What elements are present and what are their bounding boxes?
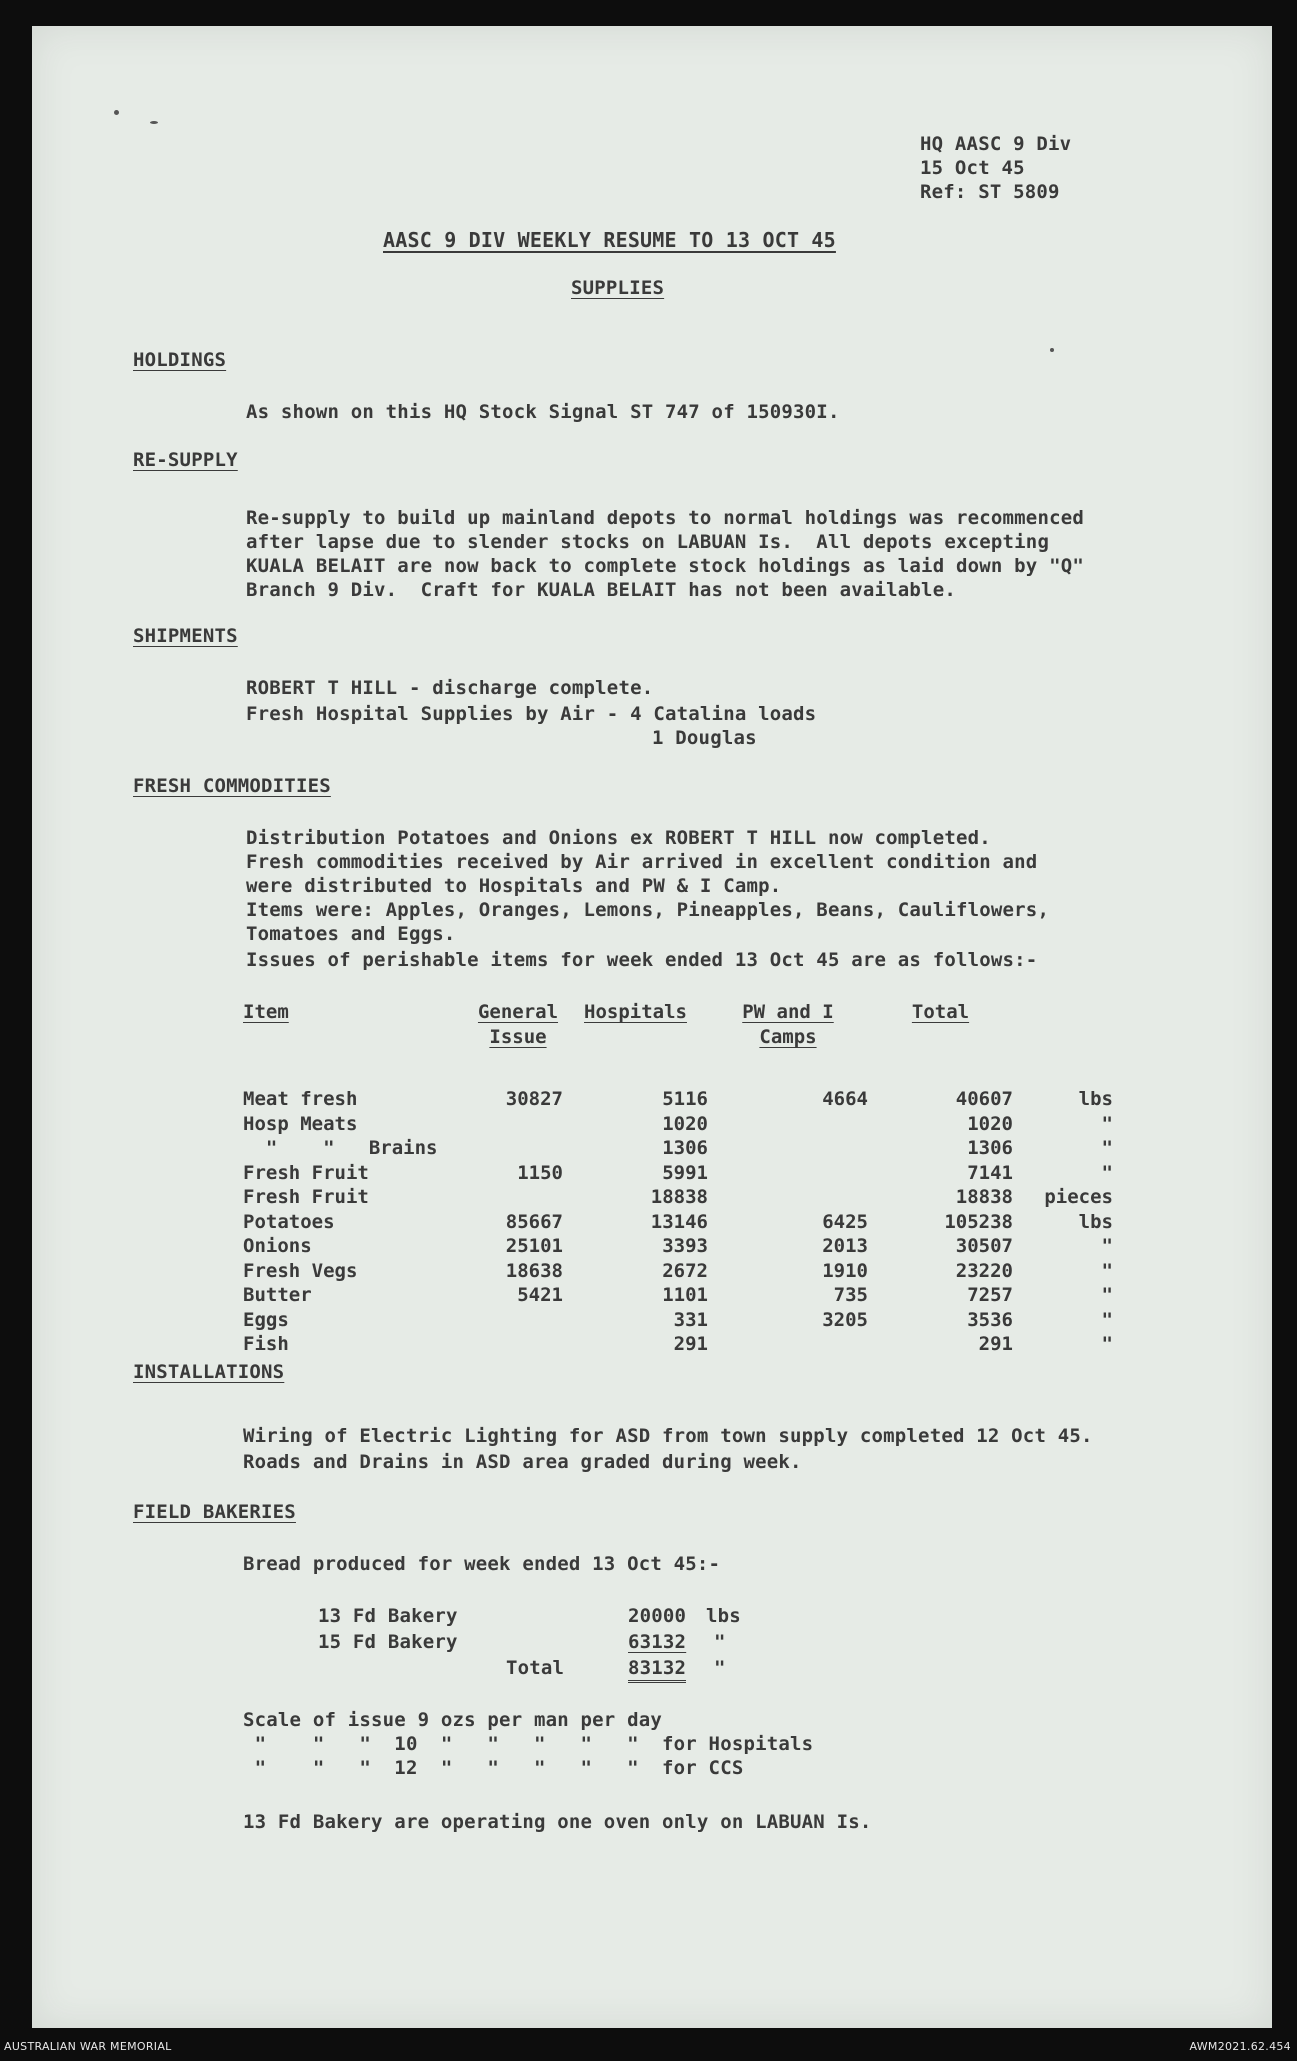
shipments-line: ROBERT T HILL - discharge complete. <box>246 677 654 699</box>
bakery-qty: 20000 <box>628 1605 687 1627</box>
table-row <box>243 1112 1113 1137</box>
cell-unit: " <box>1101 1161 1113 1184</box>
cell-hospitals: 331 <box>673 1308 708 1331</box>
cell-unit: " <box>1101 1308 1113 1331</box>
footer-credit: AUSTRALIAN WAR MEMORIAL <box>4 2040 172 2053</box>
header-date: 15 Oct 45 <box>920 157 1025 179</box>
cell-hospitals: 5116 <box>662 1088 708 1110</box>
bakeries-note: 13 Fd Bakery are operating one oven only on LABUAN Is. <box>243 1811 872 1833</box>
installations-line: Roads and Drains in ASD area graded during week. <box>243 1451 802 1473</box>
cell-item: Butter <box>243 1284 312 1306</box>
installations-line: Wiring of Electric Lighting for ASD from town supply completed 12 Oct 45. <box>243 1425 1093 1447</box>
cell-unit: pieces <box>1044 1186 1113 1208</box>
col-header-item: Item <box>243 1001 289 1023</box>
cell-general-issue: 18638 <box>505 1259 563 1282</box>
cell-general-issue <box>473 1308 563 1333</box>
cell-total: 3536 <box>967 1308 1013 1331</box>
cell-pw-camps: 6425 <box>822 1210 868 1233</box>
table-header-row <box>243 1000 1113 1087</box>
table-row <box>243 1161 1113 1186</box>
resupply-line: Re-supply to build up mainland depots to normal holdings was recommenced <box>246 507 1085 529</box>
cell-total: 7141 <box>967 1161 1013 1184</box>
cell-pw-camps: 735 <box>833 1284 868 1306</box>
cell-general-issue <box>473 1136 563 1161</box>
paper-speck <box>1050 348 1054 352</box>
fresh-commodities-line: Tomatoes and Eggs. <box>246 923 456 945</box>
fresh-commodities-line: Issues of perishable items for week ended 13 Oct 45 are as follows:- <box>246 949 1038 971</box>
cell-total: 1020 <box>967 1112 1013 1135</box>
cell-hospitals: 1020 <box>662 1112 708 1135</box>
cell-general-issue: 1150 <box>517 1161 563 1184</box>
table-row <box>243 1210 1113 1235</box>
cell-pw-camps <box>708 1185 868 1210</box>
cell-total: 291 <box>978 1333 1013 1355</box>
cell-item: Fresh Fruit <box>243 1186 369 1208</box>
shipments-line: Fresh Hospital Supplies by Air - 4 Catalina loads <box>246 703 817 725</box>
bakery-total-unit: " <box>714 1657 726 1679</box>
cell-hospitals: 1101 <box>662 1284 708 1306</box>
scale-line: " " " 12 " " " " " for CCS <box>243 1757 744 1779</box>
header-ref: Ref: ST 5809 <box>920 181 1060 203</box>
paper-speck <box>150 121 158 124</box>
bakery-name: 15 Fd Bakery <box>318 1631 458 1653</box>
cell-general-issue: 85667 <box>505 1210 563 1233</box>
cell-hospitals: 3393 <box>662 1235 708 1257</box>
cell-unit: " <box>1101 1284 1113 1306</box>
cell-item: Meat fresh <box>243 1088 358 1110</box>
cell-item: Fresh Fruit <box>243 1161 369 1184</box>
bakery-name: 13 Fd Bakery <box>318 1605 458 1627</box>
cell-item: Hosp Meats <box>243 1112 358 1135</box>
cell-hospitals: 1306 <box>662 1137 708 1159</box>
cell-general-issue <box>473 1112 563 1137</box>
shipments-line: 1 Douglas <box>652 727 757 749</box>
bakery-total-label: Total <box>506 1657 565 1679</box>
cell-total: 105238 <box>944 1210 1013 1233</box>
cell-item: Onions <box>243 1235 312 1257</box>
bakery-unit: lbs <box>706 1605 741 1627</box>
cell-item: Eggs <box>243 1308 289 1331</box>
field-bakeries-heading: FIELD BAKERIES <box>133 1501 296 1523</box>
fresh-commodities-heading: FRESH COMMODITIES <box>133 775 331 797</box>
col-header-total: Total <box>911 1001 970 1023</box>
cell-hospitals: 18838 <box>650 1186 708 1208</box>
col-header-general-issue: General Issue <box>477 1001 559 1048</box>
bakeries-intro: Bread produced for week ended 13 Oct 45:- <box>243 1553 721 1575</box>
document-title: AASC 9 DIV WEEKLY RESUME TO 13 OCT 45 <box>383 228 836 252</box>
cell-general-issue <box>473 1185 563 1210</box>
cell-total: 7257 <box>967 1284 1013 1306</box>
cell-hospitals: 13146 <box>650 1210 708 1233</box>
col-header-pw-camps: PW and I Camps <box>742 1001 834 1048</box>
table-row <box>243 1308 1113 1333</box>
cell-hospitals: 5991 <box>662 1161 708 1184</box>
table-row <box>243 1185 1113 1210</box>
table-row <box>243 1234 1113 1259</box>
cell-unit: " <box>1101 1259 1113 1282</box>
cell-unit: lbs <box>1078 1210 1113 1233</box>
cell-total: 40607 <box>955 1088 1013 1110</box>
bakery-unit: " <box>714 1631 726 1653</box>
table-row <box>243 1332 1113 1357</box>
cell-unit: " <box>1101 1112 1113 1135</box>
resupply-line: Branch 9 Div. Craft for KUALA BELAIT has not been available. <box>246 579 956 601</box>
cell-item: Fresh Vegs <box>243 1259 358 1282</box>
cell-total: 18838 <box>955 1186 1013 1208</box>
cell-pw-camps: 4664 <box>822 1088 868 1110</box>
cell-pw-camps <box>708 1161 868 1186</box>
resupply-line: KUALA BELAIT are now back to complete stock holdings as laid down by "Q" <box>246 555 1085 577</box>
bakery-qty: 63132 <box>628 1631 687 1653</box>
cell-general-issue: 30827 <box>505 1088 563 1110</box>
fresh-commodities-line: Fresh commodities received by Air arrived in excellent condition and <box>246 851 1038 873</box>
table-row <box>243 1259 1113 1284</box>
cell-unit: " <box>1101 1333 1113 1355</box>
fresh-commodities-line: were distributed to Hospitals and PW & I Camp. <box>246 875 782 897</box>
installations-heading: INSTALLATIONS <box>133 1361 285 1383</box>
footer-accession: AWM2021.62.454 <box>1189 2040 1291 2053</box>
cell-pw-camps <box>708 1112 868 1137</box>
document-subtitle: SUPPLIES <box>571 277 665 299</box>
holdings-text: As shown on this HQ Stock Signal ST 747 of 150930I. <box>246 401 840 423</box>
table-row <box>243 1136 1113 1161</box>
cell-pw-camps: 2013 <box>822 1235 868 1257</box>
cell-general-issue: 25101 <box>505 1235 563 1257</box>
cell-general-issue <box>473 1332 563 1357</box>
fresh-commodities-line: Distribution Potatoes and Onions ex ROBERT T HILL now completed. <box>246 827 991 849</box>
col-header-unit <box>1013 1000 1113 1087</box>
table-row <box>243 1087 1113 1112</box>
cell-pw-camps <box>708 1332 868 1357</box>
cell-hospitals: 291 <box>673 1333 708 1355</box>
paper-speck <box>114 110 119 115</box>
header-office: HQ AASC 9 Div <box>920 133 1072 155</box>
cell-item: Potatoes <box>243 1210 335 1233</box>
perishables-table <box>243 1000 1113 1357</box>
cell-unit: " <box>1101 1235 1113 1257</box>
cell-total: 23220 <box>955 1259 1013 1282</box>
scale-line: " " " 10 " " " " " for Hospitals <box>243 1733 814 1755</box>
cell-hospitals: 2672 <box>662 1259 708 1282</box>
cell-general-issue: 5421 <box>517 1284 563 1306</box>
resupply-line: after lapse due to slender stocks on LABUAN Is. All depots excepting <box>246 531 1050 553</box>
cell-item: " " Brains <box>243 1137 438 1159</box>
fresh-commodities-line: Items were: Apples, Oranges, Lemons, Pineapples, Beans, Cauliflowers, <box>246 899 1050 921</box>
cell-pw-camps <box>708 1136 868 1161</box>
bakery-total-qty: 83132 <box>628 1656 686 1683</box>
col-header-hospitals: Hospitals <box>584 1001 687 1023</box>
cell-unit: lbs <box>1078 1088 1113 1110</box>
table-row <box>243 1283 1113 1308</box>
cell-item: Fish <box>243 1333 289 1355</box>
cell-total: 30507 <box>955 1235 1013 1257</box>
scale-line: Scale of issue 9 ozs per man per day <box>243 1709 663 1731</box>
cell-unit: " <box>1101 1137 1113 1159</box>
cell-pw-camps: 1910 <box>822 1259 868 1282</box>
holdings-heading: HOLDINGS <box>133 349 227 371</box>
shipments-heading: SHIPMENTS <box>133 625 238 647</box>
cell-total: 1306 <box>967 1137 1013 1159</box>
resupply-heading: RE-SUPPLY <box>133 449 238 471</box>
cell-pw-camps: 3205 <box>822 1308 868 1331</box>
